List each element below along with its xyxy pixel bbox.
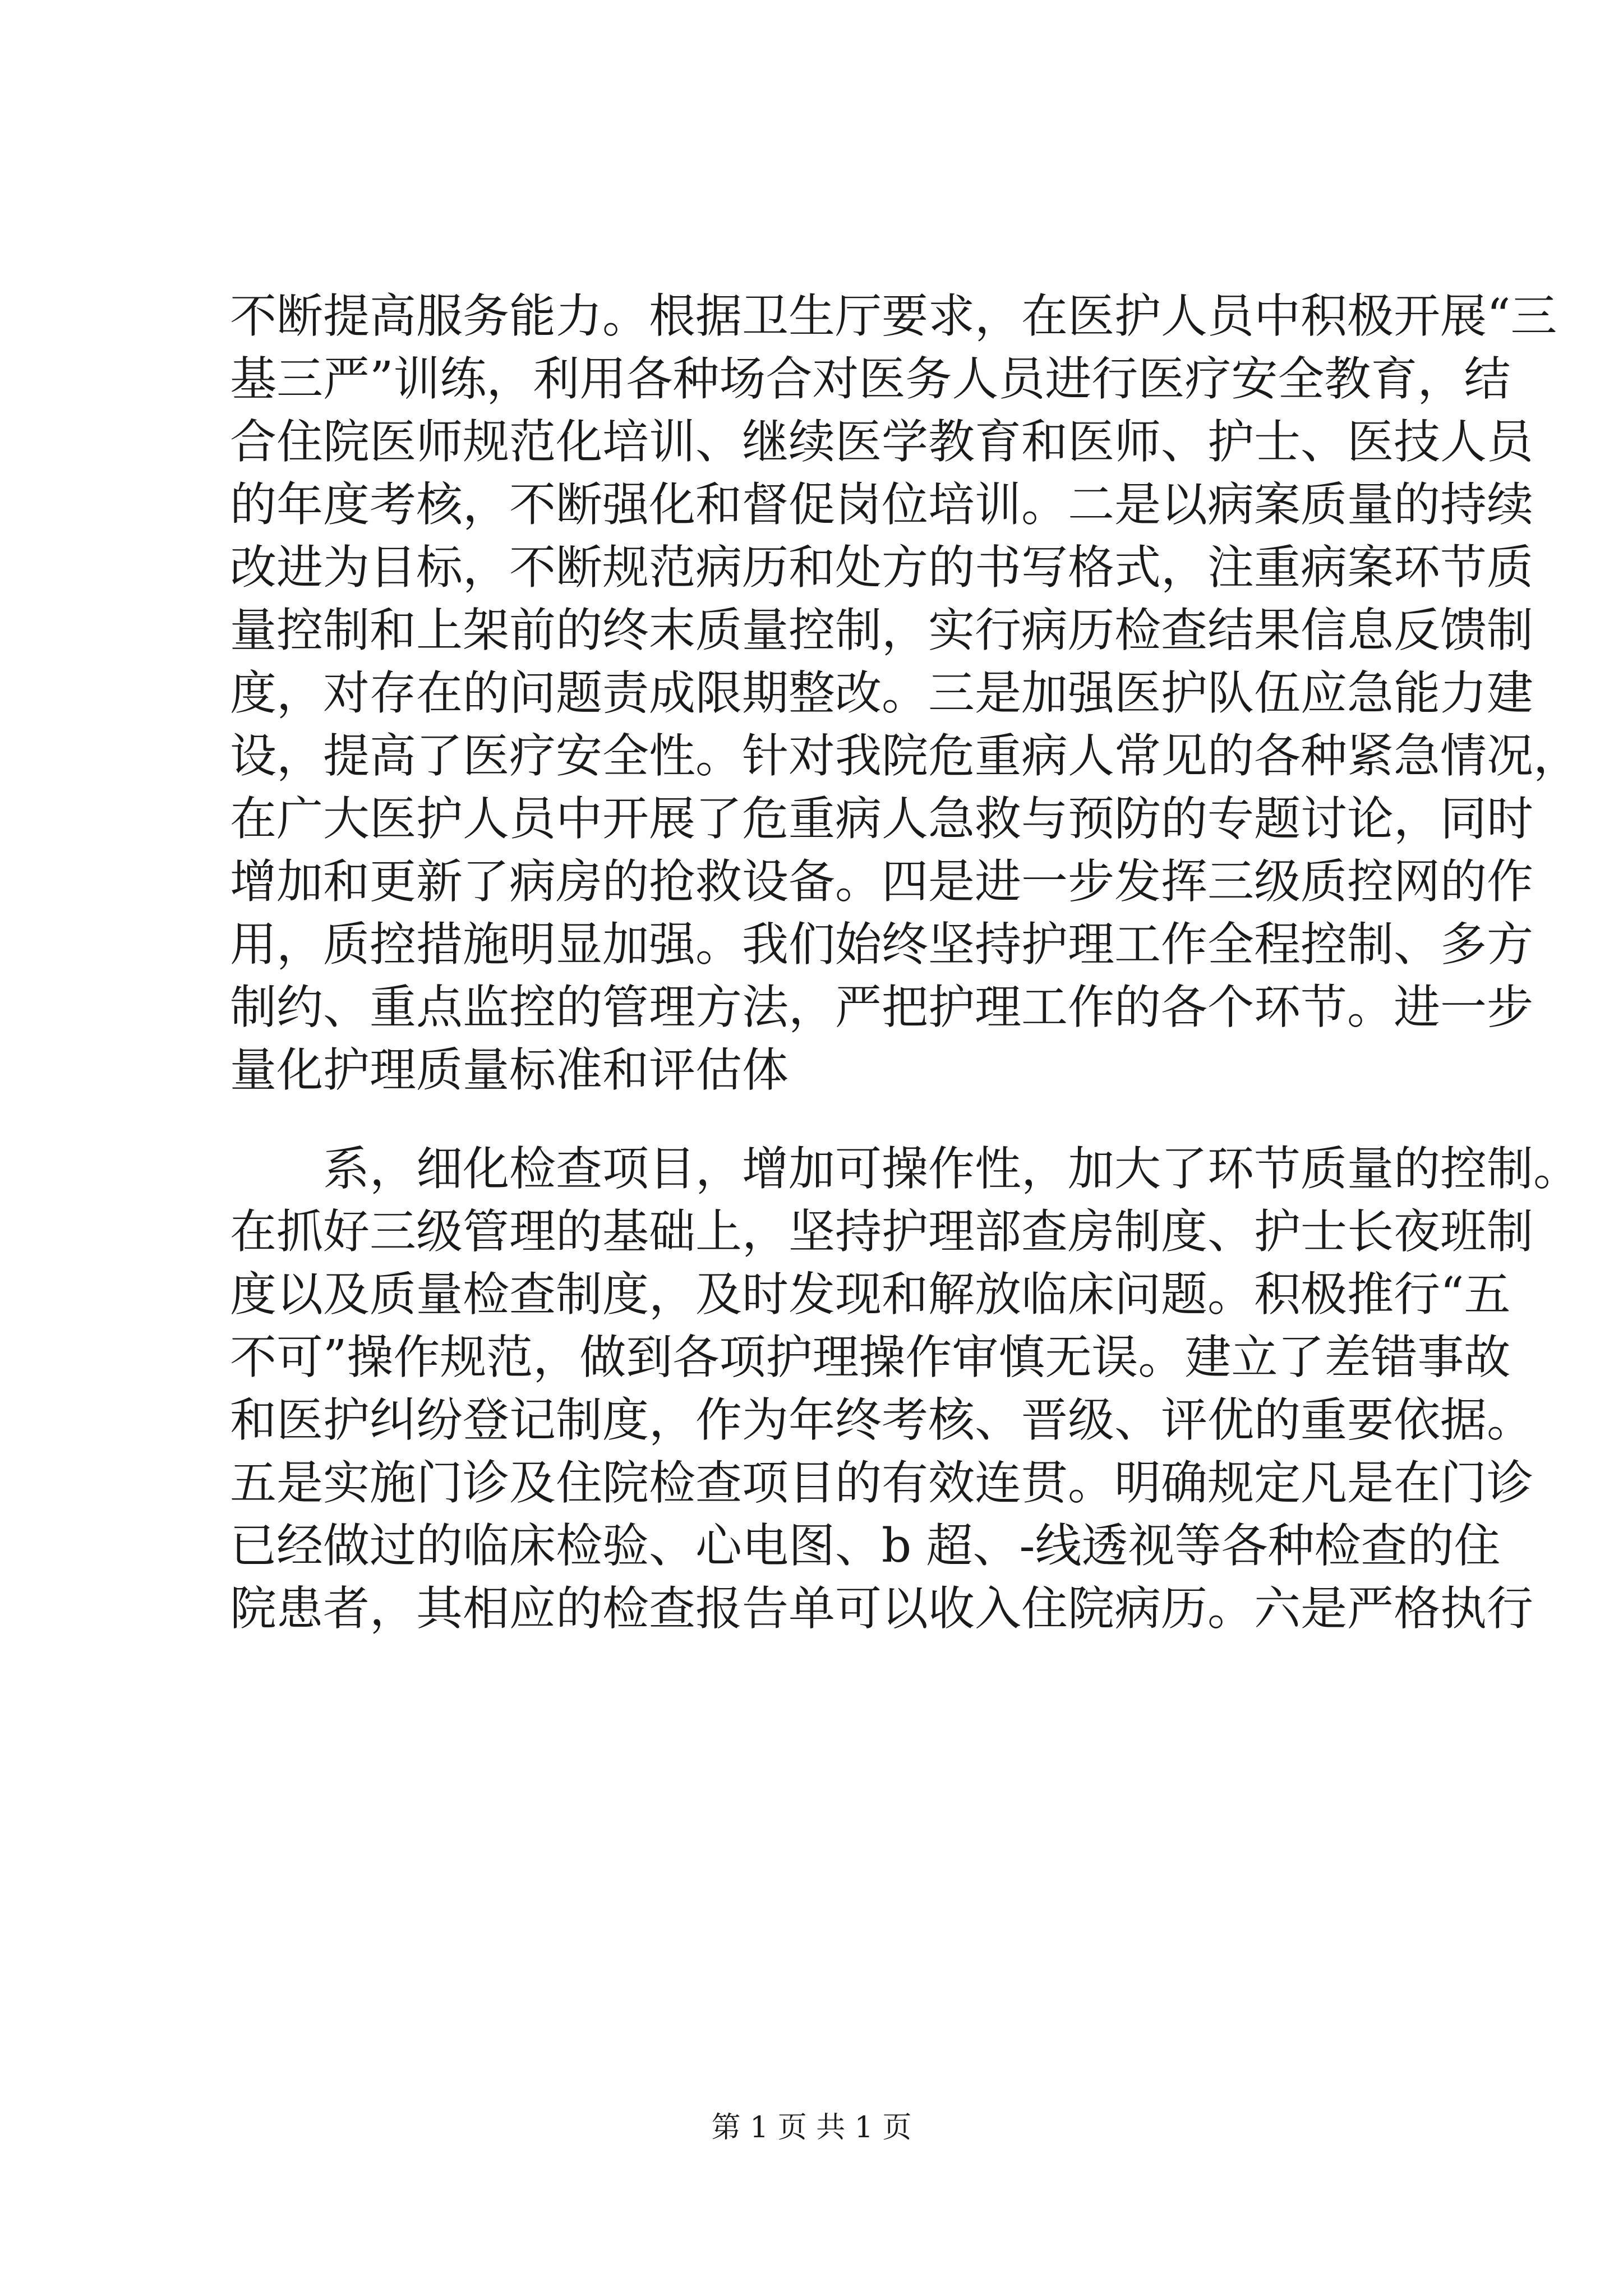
text-line: 设，提高了医疗安全性。针对我院危重病人常见的各种紧急情况，: [230, 729, 1580, 783]
text-line: 改进为目标，不断规范病历和处方的书写格式，注重病案环节质: [230, 540, 1533, 595]
text-line: 五是实施门诊及住院检查项目的有效连贯。明确规定凡是在门诊: [230, 1456, 1533, 1510]
text-line: 不断提高服务能力。根据卫生厅要求，在医护人员中积极开展“三: [230, 289, 1557, 343]
text-line: 量化护理质量标准和评估体: [230, 1043, 789, 1097]
text-line: 合住院医师规范化培训、继续医学教育和医师、护士、医技人员: [230, 415, 1533, 469]
text-line: 基三严”训练，利用各种场合对医务人员进行医疗安全教育，结: [230, 352, 1511, 406]
page-number-footer: 第 1 页 共 1 页: [711, 2111, 912, 2145]
text-line: 不可”操作规范，做到各项护理操作审慎无误。建立了差错事故: [230, 1330, 1511, 1384]
text-line: 在广大医护人员中开展了危重病人急救与预防的专题讨论，同时: [230, 792, 1533, 846]
text-line: 的年度考核，不断强化和督促岗位培训。二是以病案质量的持续: [230, 477, 1533, 532]
text-line: 制约、重点监控的管理方法，严把护理工作的各个环节。进一步: [230, 980, 1533, 1034]
paragraph-first-line: 系，细化检查项目，增加可操作性，加大了环节质量的控制。: [323, 1142, 1580, 1196]
text-line: 已经做过的临床检验、心电图、b 超、-线透视等各种检查的住: [230, 1519, 1501, 1573]
text-line: 和医护纠纷登记制度，作为年终考核、晋级、评优的重要依据。: [230, 1393, 1533, 1447]
text-line: 院患者，其相应的检查报告单可以收入住院病历。六是严格执行: [230, 1581, 1533, 1636]
text-line: 度，对存在的问题责成限期整改。三是加强医护队伍应急能力建: [230, 666, 1533, 720]
document-body: [230, 285, 1580, 1640]
text-line: 用，质控措施明显加强。我们始终坚持护理工作全程控制、多方: [230, 917, 1533, 972]
text-line: 度以及质量检查制度，及时发现和解放临床问题。积极推行“五: [230, 1267, 1511, 1322]
text-line: 增加和更新了病房的抢救设备。四是进一步发挥三级质控网的作: [230, 854, 1533, 909]
text-line: 量控制和上架前的终末质量控制，实行病历检查结果信息反馈制: [230, 603, 1533, 657]
text-line: 在抓好三级管理的基础上，坚持护理部查房制度、护士长夜班制: [230, 1204, 1533, 1259]
